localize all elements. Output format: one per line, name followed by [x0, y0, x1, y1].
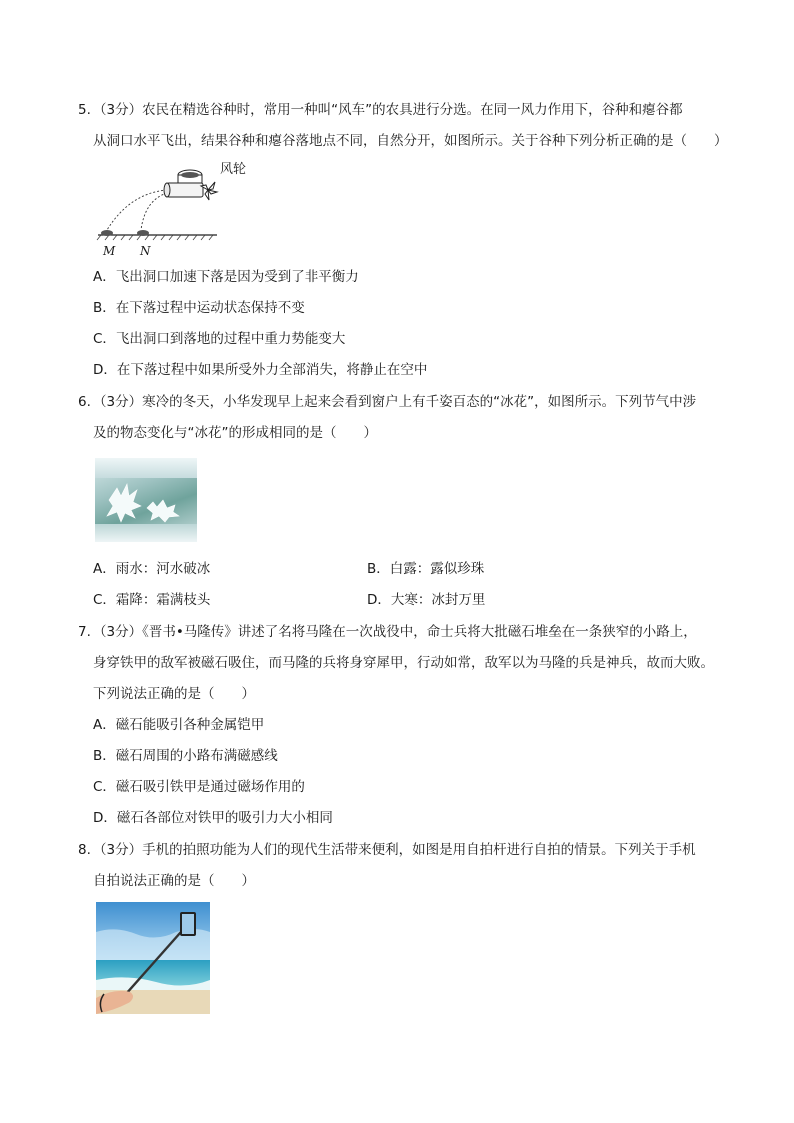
q5-number: 5.: [78, 102, 91, 118]
q7-option-d: D．磁石各部位对铁甲的吸引力大小相同: [93, 810, 333, 826]
q5-option-d: D．在下落过程中如果所受外力全部消失，将静止在空中: [93, 362, 428, 378]
q6-stem-line-2: 及的物态变化与“冰花”的形成相同的是（ ）: [93, 425, 377, 441]
q8-number: 8.: [78, 842, 91, 858]
ice-flower-photo: [95, 458, 197, 542]
q8-stem-line-2: 自拍说法正确的是（ ）: [93, 873, 255, 889]
q7-stem-line-3: 下列说法正确的是（ ）: [93, 686, 255, 702]
q5-option-b: B．在下落过程中运动状态保持不变: [93, 300, 305, 316]
q5-option-a: A．飞出洞口加速下落是因为受到了非平衡力: [93, 269, 359, 285]
q8-stem-line-1: （3分）手机的拍照功能为人们的现代生活带来便利，如图是用自拍杆进行自拍的情景。下列关于手机: [93, 842, 696, 858]
label-m: M: [103, 244, 116, 258]
q7-number: 7.: [78, 624, 91, 640]
q5-stem-line-2: 从洞口水平飞出，结果谷种和瘪谷落地点不同，自然分开，如图所示。关于谷种下列分析正确的是（ ）: [93, 133, 728, 149]
q7-option-c: C．磁石吸引铁甲是通过磁场作用的: [93, 779, 305, 795]
q6-option-b: B．白露：露似珍珠: [367, 561, 485, 577]
q6-option-a: A．雨水：河水破冰: [93, 561, 211, 577]
wind-wheel-label: 风轮: [220, 162, 247, 177]
q7-option-b: B．磁石周围的小路布满磁感线: [93, 748, 278, 764]
q5-stem-line-1: （3分）农民在精选谷种时，常用一种叫“风车”的农具进行分选。在同一风力作用下，谷种和瘪谷都: [93, 102, 683, 118]
q7-stem-line-1: （3分）《晋书•马隆传》讲述了名将马隆在一次战役中，命士兵将大批磁石堆垒在一条狭窄的小路上，: [93, 624, 697, 640]
q7-stem-line-2: 身穿铁甲的敌军被磁石吸住，而马隆的兵将身穿犀甲，行动如常，敌军以为马隆的兵是神兵，故而大败。: [93, 655, 714, 671]
q6-option-d: D．大寒：冰封万里: [367, 592, 486, 608]
label-n: N: [140, 244, 151, 258]
q7-option-a: A．磁石能吸引各种金属铠甲: [93, 717, 265, 733]
q6-number: 6.: [78, 394, 91, 410]
q6-stem-line-1: （3分）寒冷的冬天，小华发现早上起来会看到窗户上有千姿百态的“冰花”，如图所示。下列节气中涉: [93, 394, 697, 410]
q5-option-c: C．飞出洞口到落地的过程中重力势能变大: [93, 331, 346, 347]
q6-option-c: C．霜降：霜满枝头: [93, 592, 211, 608]
selfie-stick-photo: [96, 902, 210, 1014]
